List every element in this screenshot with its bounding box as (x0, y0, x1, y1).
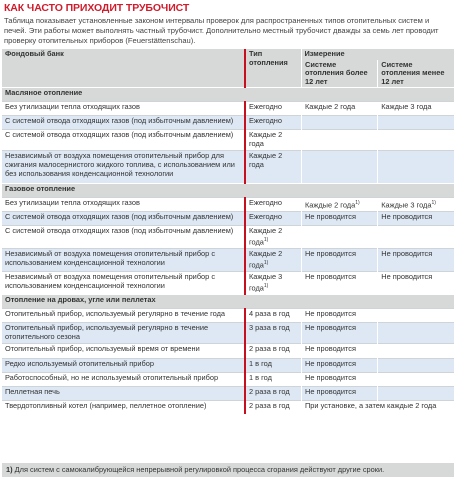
cell-c4 (378, 309, 454, 323)
cell-c3 (302, 249, 378, 272)
table-row (2, 212, 454, 226)
cell-text: С системой отвода отходящих газов (под избыточным давлением) (5, 130, 234, 140)
cell-c3 (302, 151, 378, 184)
cell-c2 (245, 198, 302, 212)
cell-c4 (378, 116, 454, 130)
inspection-table (2, 49, 454, 414)
cell-c3 (302, 198, 378, 212)
cell-text: Ежегодно (249, 212, 282, 222)
table-row (2, 359, 454, 373)
cell-text: С системой отвода отходящих газов (под избыточным давлением) (5, 212, 234, 222)
table-row (2, 249, 454, 272)
cell-text: Не проводится (305, 387, 356, 397)
cell-text: Каждые 3 года (381, 102, 432, 112)
cell-c3 (302, 272, 378, 295)
cell-text: 4 раза в год (249, 309, 290, 319)
cell-text: Ежегодно (249, 102, 282, 112)
cell-c1 (2, 151, 245, 184)
cell-c1 (2, 359, 245, 373)
cell-text: С системой отвода отходящих газов (под избыточным давлением) (5, 116, 234, 126)
cell-text: Не проводится (305, 373, 356, 383)
cell-c1 (2, 387, 245, 401)
cell-c2 (245, 359, 302, 373)
table-row (2, 151, 454, 184)
cell-c3 (302, 359, 378, 373)
cell-text: Редко используемый отопительный прибор (5, 359, 154, 369)
cell-text: Не проводится (305, 323, 356, 333)
cell-text: Не проводится (381, 272, 433, 282)
cell-c3 (302, 387, 378, 401)
section-header (2, 184, 454, 198)
cell-c4 (378, 212, 454, 226)
table-header-top (2, 49, 454, 60)
cell-c1 (2, 198, 245, 212)
cell-text: 2 раза в год (249, 344, 290, 354)
cell-c4 (378, 226, 454, 249)
cell-c4 (378, 198, 454, 212)
cell-text: Каждые 2 года (305, 200, 356, 210)
cell-c2 (245, 249, 302, 272)
cell-text: Не проводится (305, 249, 356, 259)
table-row (2, 387, 454, 401)
cell-c4 (378, 249, 454, 272)
cell-c2 (245, 226, 302, 249)
table-row (2, 272, 454, 295)
section-title: Масляное отопление (2, 88, 454, 102)
cell-c1 (2, 373, 245, 387)
cell-c3 (302, 212, 378, 226)
table-row (2, 130, 454, 151)
cell-c4 (378, 130, 454, 151)
header-col4: Системе отопления менее 12 лет (378, 60, 454, 88)
table-row (2, 323, 454, 344)
table-row (2, 401, 454, 415)
cell-text: Независимый от воздуха помещения отопительный прибор с использованием конденсационной технологии (5, 249, 216, 268)
cell-c4 (378, 387, 454, 401)
cell-text: Пеллетная печь (5, 387, 60, 397)
footnote-ref: 1) (431, 200, 436, 207)
cell-c4 (378, 359, 454, 373)
cell-text: Каждые 2 года (305, 102, 356, 112)
cell-c2 (245, 102, 302, 116)
page-title: КАК ЧАСТО ПРИХОДИТ ТРУБОЧИСТ (4, 2, 190, 14)
cell-c4 (378, 323, 454, 344)
header-measure: Измерение (302, 49, 455, 60)
table-row (2, 116, 454, 130)
cell-text: Каждые 2 года (249, 130, 283, 148)
cell-c2 (245, 387, 302, 401)
cell-c4 (378, 344, 454, 359)
footnote-ref: 1) (355, 200, 360, 207)
cell-c1 (2, 226, 245, 249)
cell-text: Каждые 3 года (249, 272, 283, 293)
cell-text: Не проводится (305, 309, 356, 319)
cell-c3 (302, 130, 378, 151)
cell-text: Ежегодно (249, 198, 282, 208)
cell-text: Ежегодно (249, 116, 282, 126)
cell-c1 (2, 249, 245, 272)
cell-text: Отопительный прибор, используемый время от времени (5, 344, 200, 354)
cell-text: 1 в год (249, 359, 272, 369)
table-row (2, 198, 454, 212)
cell-text: С системой отвода отходящих газов (под избыточным давлением) (5, 226, 234, 236)
cell-c1 (2, 102, 245, 116)
cell-text: Каждые 3 года (381, 200, 432, 210)
table-row (2, 226, 454, 249)
cell-c1 (2, 344, 245, 359)
cell-c3 (302, 373, 378, 387)
footnote (2, 463, 454, 477)
cell-c2 (245, 212, 302, 226)
footnote-ref: 1) (263, 283, 269, 290)
cell-text: Твердотопливный котел (например, пеллетное отопление) (5, 401, 207, 411)
table-row (2, 102, 454, 116)
cell-c1 (2, 323, 245, 344)
cell-c3 (302, 116, 378, 130)
cell-text: Не проводится (381, 249, 433, 259)
header-col2: Тип отопления (245, 49, 302, 88)
cell-c1 (2, 116, 245, 130)
cell-text: 2 раза в год (249, 401, 290, 411)
cell-c2 (245, 344, 302, 359)
cell-c2 (245, 401, 302, 415)
section-title: Газовое отопление (2, 184, 454, 198)
cell-text: Независимый от воздуха помещения отопительный прибор для сжигания малосернистого жидкого топлива, с использованием или без использования конденсационной технологии (5, 151, 235, 178)
footnote-ref: 1) (263, 237, 269, 244)
cell-text: Без утилизации тепла отходящих газов (5, 102, 140, 112)
cell-c2 (245, 373, 302, 387)
cell-text: Не проводится (381, 212, 433, 222)
cell-c1 (2, 212, 245, 226)
cell-text: 2 раза в год (249, 387, 290, 397)
cell-c3 (302, 309, 378, 323)
cell-c3 (302, 344, 378, 359)
cell-text: Независимый от воздуха помещения отопительный прибор с использованием конденсационной технологии (5, 272, 216, 291)
cell-text: При установке, а затем каждые 2 года (305, 401, 437, 411)
cell-c1 (2, 272, 245, 295)
cell-text: Отопительный прибор, используемый регулярно в течение отопительного сезона (5, 323, 209, 342)
intro-text: Таблица показывает установленные законом интервалы проверок для распространенных типов отопительных систем и печей. Эти работы может выполнять частный трубочист. Дополнительно местный трубочист дважды за семь лет проводит проверку отопительных приборов (Feuerstättenschau). (4, 16, 439, 45)
cell-c3 (302, 102, 378, 116)
footnote-text: Для систем с самокалибрующейся непрерывной регулировкой процесса сгорания действуют другие сроки. (14, 465, 385, 474)
cell-c3 (302, 323, 378, 344)
cell-text: Каждые 2 года (249, 226, 283, 247)
table-row (2, 309, 454, 323)
cell-text: Без утилизации тепла отходящих газов (5, 198, 140, 208)
cell-text: 3 раза в год (249, 323, 290, 333)
cell-text: Работоспособный, но не используемый отопительный прибор (5, 373, 219, 383)
footnote-mark: 1) (6, 465, 13, 474)
cell-c4 (378, 151, 454, 184)
cell-c1 (2, 401, 245, 415)
cell-text: Не проводится (305, 344, 356, 354)
cell-text: Каждые 2 года (249, 151, 283, 169)
cell-c2 (245, 116, 302, 130)
table-row (2, 344, 454, 359)
cell-text: Не проводится (305, 359, 356, 369)
section-title: Отопление на дровах, угле или пеллетах (2, 295, 454, 309)
cell-c2 (245, 309, 302, 323)
cell-c3 (302, 226, 378, 249)
table-body (2, 88, 454, 415)
cell-c2 (245, 130, 302, 151)
cell-c4 (378, 272, 454, 295)
cell-c1 (2, 130, 245, 151)
header-col3: Системе отопления более 12 лет (302, 60, 378, 88)
cell-c4 (378, 373, 454, 387)
cell-text: Каждые 2 года (249, 249, 283, 270)
cell-text: 1 в год (249, 373, 272, 383)
section-header (2, 295, 454, 309)
cell-text: Отопительный прибор, используемый регулярно в течение года (5, 309, 226, 319)
cell-c4 (378, 102, 454, 116)
section-header (2, 88, 454, 102)
table-row (2, 373, 454, 387)
cell-c2 (245, 151, 302, 184)
header-col1: Фондовый банк (2, 49, 245, 88)
cell-c2 (245, 272, 302, 295)
cell-c2 (245, 323, 302, 344)
cell-c1 (2, 309, 245, 323)
cell-c3 (302, 401, 455, 415)
footnote-ref: 1) (263, 260, 269, 267)
cell-text: Не проводится (305, 272, 356, 282)
cell-text: Не проводится (305, 212, 356, 222)
